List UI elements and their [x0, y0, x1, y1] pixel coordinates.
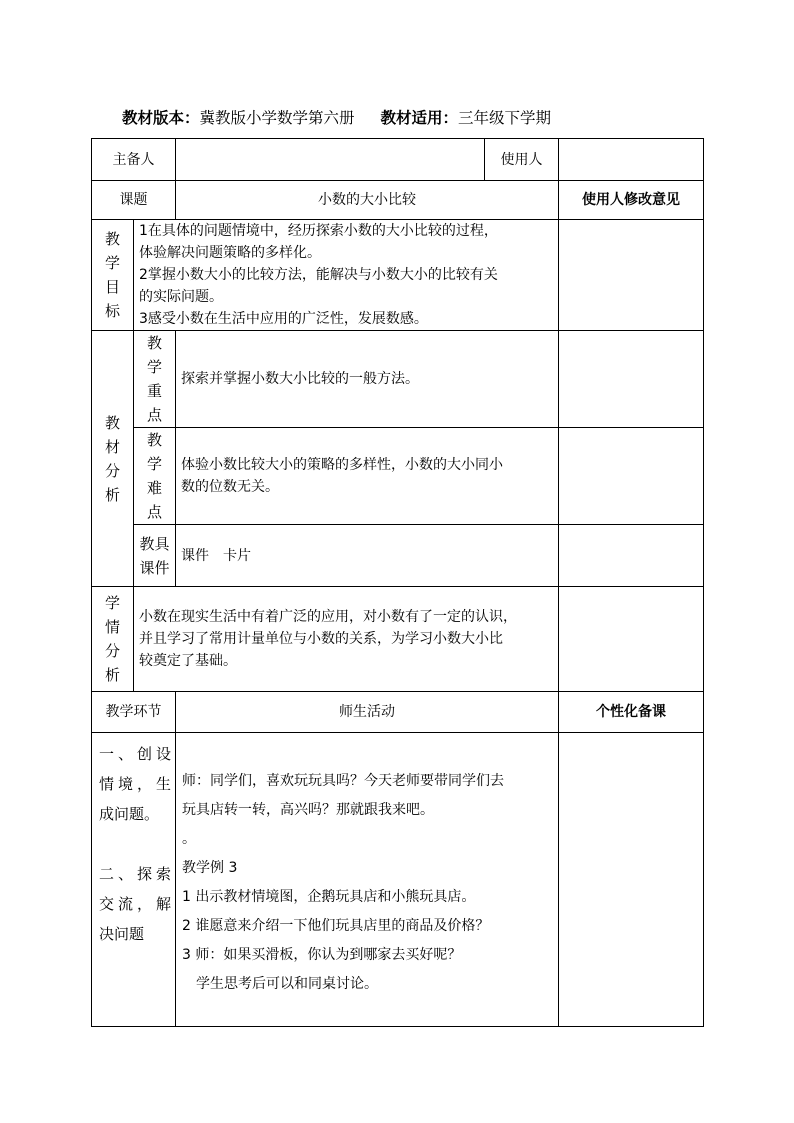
user-value[interactable] — [559, 139, 704, 181]
user-edit-header: 使用人修改意见 — [559, 181, 704, 220]
textbook-grade-label: 教材适用： — [380, 109, 459, 127]
teaching-goals-label: 教 学 目 标 — [92, 220, 134, 331]
stage-2-line: 决问题 — [99, 925, 145, 943]
textbook-grade-value: 三年级下学期 — [458, 109, 552, 127]
textbook-version-value: 冀教版小学数学第六册 — [199, 109, 355, 127]
stage-column — [92, 733, 176, 1027]
preparer-row — [92, 139, 704, 181]
topic-label: 课题 — [92, 181, 176, 220]
stage-1-line: 一、创设 — [99, 745, 171, 763]
activity-column — [176, 733, 559, 1027]
tools-text: 课件 卡片 — [176, 525, 559, 587]
teaching-goals-text: 1在具体的问题情境中，经历探索小数的大小比较的过程， 体验解决问题策略的多样化。 2掌握小数大小的比较方法，能解决与小数大小的比较有关 的实际问题。 3感受小数在生活中应用的广泛性，发展数感。 — [134, 220, 559, 331]
topic-row — [92, 181, 704, 220]
difficulty-text: 体验小数比较大小的策略的多样性，小数的大小同小 数的位数无关。 — [176, 428, 559, 525]
learner-analysis-notes[interactable] — [559, 587, 704, 692]
difficulty-notes[interactable] — [559, 428, 704, 525]
learner-analysis-label: 学 情 分 析 — [92, 587, 134, 692]
activity-line: 教学例 3 — [182, 860, 238, 876]
tools-row — [92, 525, 704, 587]
stage-1-line: 情境，生 — [99, 775, 171, 793]
tools-label: 教具 课件 — [134, 525, 176, 587]
personal-column-header: 个性化备课 — [559, 692, 704, 733]
activity-column-header: 师生活动 — [176, 692, 559, 733]
material-analysis-label: 教 材 分 析 — [92, 331, 134, 587]
learner-analysis-row — [92, 587, 704, 692]
learner-analysis-text: 小数在现实生活中有着广泛的应用，对小数有了一定的认识， 并且学习了常用计量单位与小数的关系，为学习小数大小比 较奠定了基础。 — [134, 587, 559, 692]
preparer-label: 主备人 — [92, 139, 176, 181]
activity-line: 玩具店转一转，高兴吗？那就跟我来吧。 — [182, 802, 434, 818]
difficulty-label: 教 学 难 点 — [134, 428, 176, 525]
lesson-plan-table — [91, 138, 704, 1027]
textbook-version-label: 教材版本： — [122, 109, 200, 127]
difficulty-row — [92, 428, 704, 525]
key-point-notes[interactable] — [559, 331, 704, 428]
process-header-row — [92, 692, 704, 733]
activity-line: 。 — [182, 831, 196, 847]
preparer-value[interactable] — [176, 139, 485, 181]
stage-2-line: 二、探索 — [99, 865, 171, 883]
stage-1-line: 成问题。 — [99, 805, 160, 823]
activity-line: 1 出示教材情境图，企鹅玩具店和小熊玩具店。 — [182, 889, 476, 905]
stage-2-line: 交流，解 — [99, 895, 171, 913]
teaching-goals-row — [92, 220, 704, 331]
user-label: 使用人 — [485, 139, 559, 181]
activity-line: 3 师：如果买滑板，你认为到哪家去买好呢？ — [182, 947, 462, 963]
key-point-text: 探索并掌握小数大小比较的一般方法。 — [176, 331, 559, 428]
personal-notes[interactable] — [559, 733, 704, 1027]
key-point-row — [92, 331, 704, 428]
topic-value: 小数的大小比较 — [176, 181, 559, 220]
activity-line: 2 谁愿意来介绍一下他们玩具店里的商品及价格？ — [182, 918, 490, 934]
teaching-goals-notes[interactable] — [559, 220, 704, 331]
activity-line: 学生思考后可以和同桌讨论。 — [182, 976, 378, 992]
activity-line: 师：同学们，喜欢玩玩具吗？今天老师要带同学们去 — [182, 773, 504, 789]
key-point-label: 教 学 重 点 — [134, 331, 176, 428]
document-header — [122, 108, 722, 128]
process-content-row — [92, 733, 704, 1027]
stage-column-header: 教学环节 — [92, 692, 176, 733]
tools-notes[interactable] — [559, 525, 704, 587]
